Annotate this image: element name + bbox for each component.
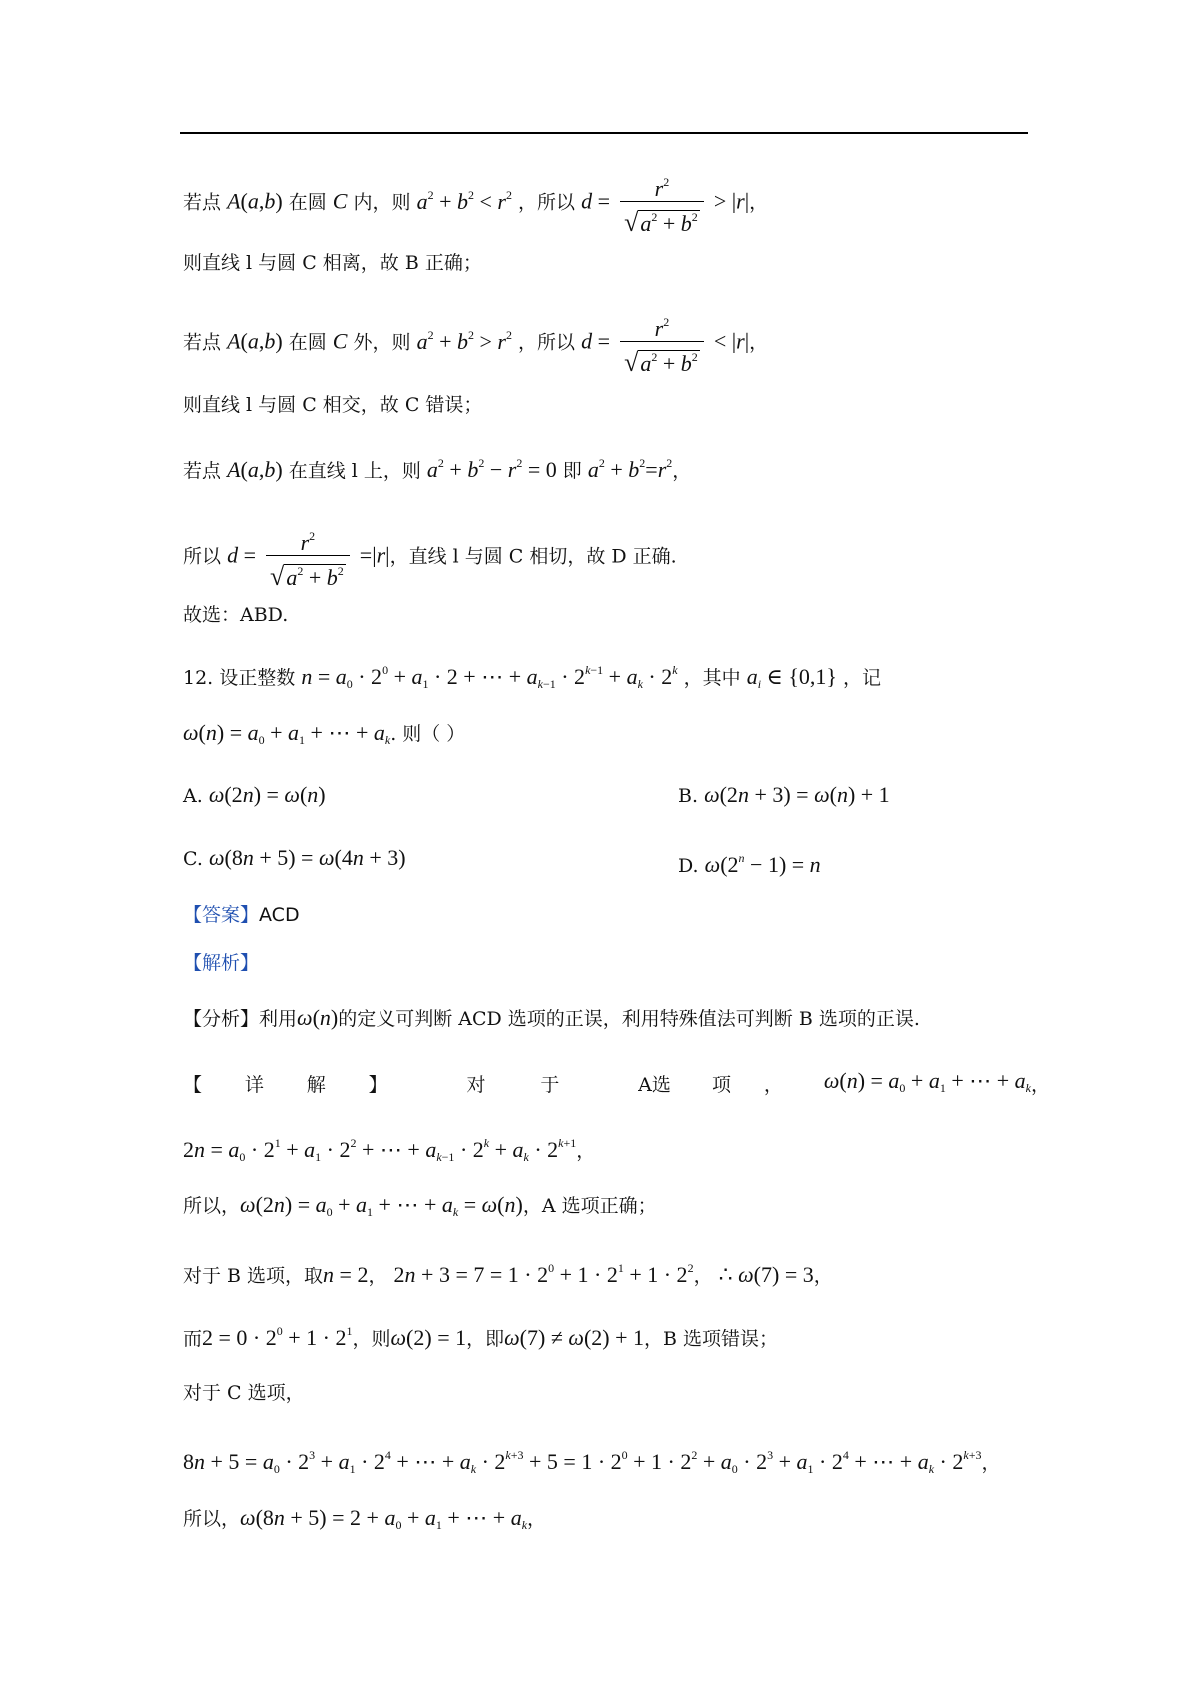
detail-line: 【 详 解 】 对 于 A选 项 ， $\omega(n) = a_0 + a_1$ + ⋯ + $a_k$ ， — [183, 1068, 1051, 1096]
text-line: 若点 A(a,b) 在直线 l 上，则 $a^2 + b^2 - r^2 = 0$ 即 $a^2 + b^2=r^2$， — [183, 456, 692, 482]
math-line: 所以，$\omega(2n) = a_0 + a_1$ + ⋯ + $a_k = \omega(n)$，A 选项正确； — [183, 1192, 657, 1219]
question-12: 12. 设正整数 $n = a_0 \cdot 2^0 + a_1 \cdot 2$ + ⋯ + $a_{k-1} \cdot 2^{k-1} + a_k \cdot 2^k$ ，其中 $a_i$ ∈ {0,1} ，记 — [183, 663, 881, 691]
analysis-tag-line — [183, 948, 1050, 978]
text-line: 对于 C 选项， — [183, 1382, 305, 1404]
math-line: 而$2 = 0 \cdot 2^0 + 1 \cdot 2^1$，则ω(2) = 1，即ω(7) ≠ ω(2) + 1，B 选项错误； — [183, 1324, 779, 1350]
text-line: 故选：ABD. — [183, 604, 289, 626]
question-12-line2: $\omega(n) = a_0 + a_1$ + ⋯ + $a_k$. 则（ ） — [183, 720, 466, 747]
math-line: 对于 B 选项，取n = 2， $2n + 3 = 7 = 1 \cdot 2^0 + 1 \cdot 2^1 + 1 \cdot 2^2$， ∴ ω(7) = 3， — [183, 1261, 833, 1287]
text-line: 则直线 l 与圆 C 相交，故 C 错误； — [183, 394, 483, 416]
option-d: D. $\omega(2^n - 1) = n$ — [678, 851, 821, 877]
text-line: 若点 A(a,b) 在圆 C 内，则 $a^2 + b^2 < r^2$ ，所以 d = $\frac{r^2}{√a^2 + b^2}$ > |r|， — [183, 175, 769, 237]
text-line: 所以 d = $\frac{r^2}{√a^2 + b^2}$ =|r|，直线 l 与圆 C 相切，故 D 正确. — [183, 529, 677, 591]
math-line: $2n = a_0 \cdot 2^1 + a_1 \cdot 2^2$ + ⋯ + $a_{k-1} \cdot 2^k + a_k \cdot 2^{k+1}$， — [183, 1136, 596, 1164]
text-line: 则直线 l 与圆 C 相离，故 B 正确； — [183, 252, 482, 274]
text-line: 若点 A(a,b) 在圆 C 外，则 $a^2 + b^2 > r^2$ ，所以 d = $\frac{r^2}{√a^2 + b^2}$ < |r|， — [183, 315, 769, 377]
answer-line — [183, 900, 1050, 930]
analysis-tag: 【解析】 — [183, 952, 260, 974]
option-b: B. ω(2n + 3) = ω(n) + 1 — [678, 782, 890, 807]
header-rule — [180, 132, 1028, 134]
math-line: $8n + 5 = a_0 \cdot 2^3 + a_1 \cdot 2^4$ + ⋯ + $a_k \cdot 2^{k+3} + 5 = 1 \cdot 2^0 + 1 \cdot 2^2 + a_0 \cdot 2^3 + a_1 \cdot 2^4$ + ⋯ + $a_k \cdot 2^{k+3}$， — [183, 1448, 1001, 1476]
answer-value: ACD — [259, 904, 300, 926]
answer-tag: 【答案】 — [183, 904, 260, 926]
option-c: C. ω(8n + 5) = ω(4n + 3) — [183, 845, 406, 870]
option-a: A. ω(2n) = ω(n) — [183, 782, 326, 807]
analysis-summary: 【分析】利用ω(n)的定义可判断 ACD 选项的正误，利用特殊值法可判断 B 选项的正误. — [183, 1005, 920, 1030]
math-line: 所以，$\omega(8n + 5) = 2 + a_0 + a_1$ + ⋯ + $a_k$， — [183, 1505, 547, 1532]
